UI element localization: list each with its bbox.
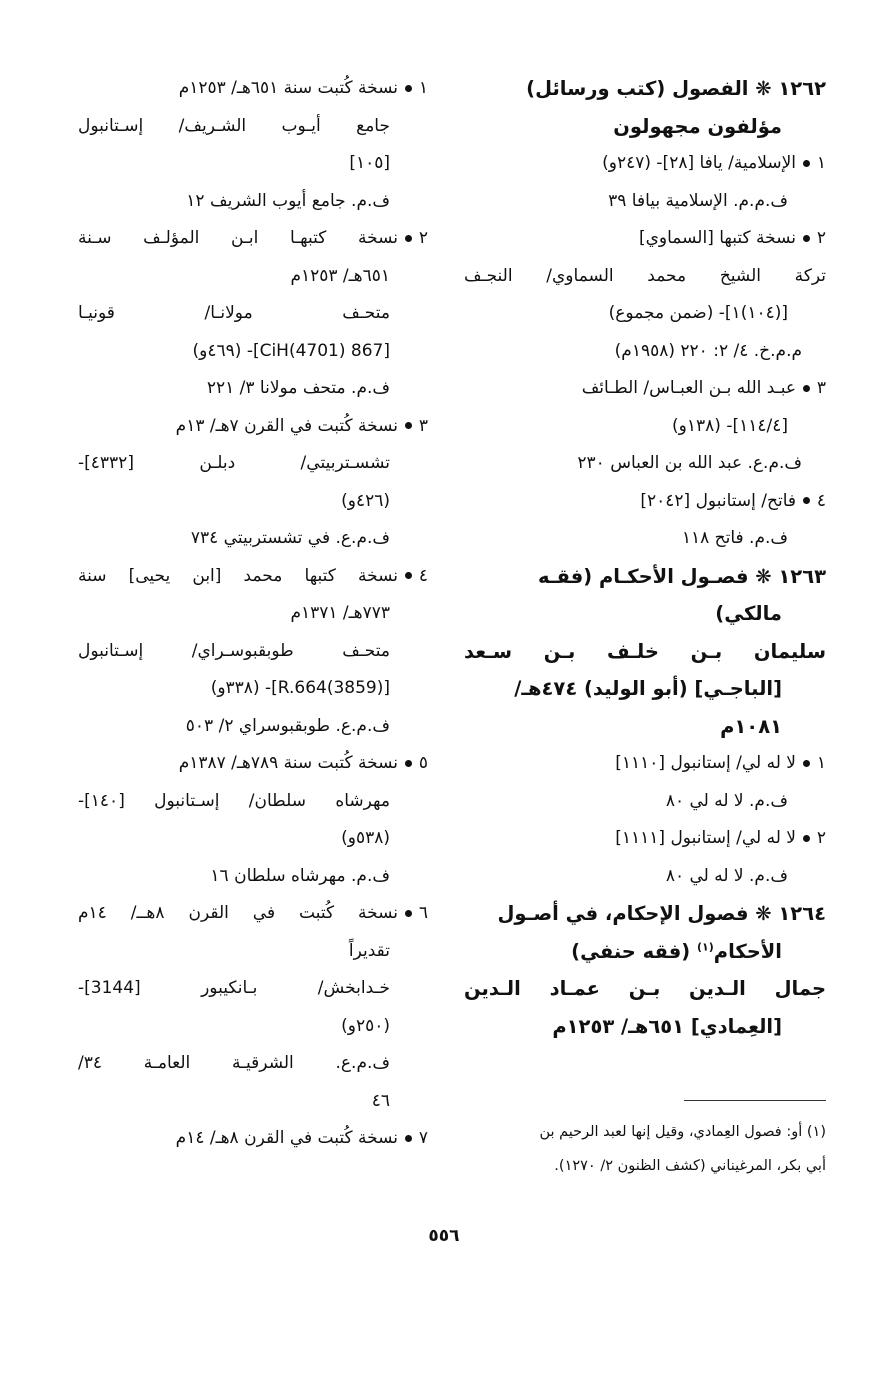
entry-1263-title: ١٢٦٣ ❋ فصـول الأحكـام (فقـه (538, 564, 826, 588)
left-column (78, 70, 428, 1158)
item-number: ٧ (418, 1128, 428, 1148)
list-item (78, 70, 428, 108)
item-line: [١٠٥] (349, 153, 390, 173)
bullet-icon (803, 497, 810, 504)
item-number: ٣ (816, 378, 826, 398)
item-number: ١ (816, 753, 826, 773)
bullet-icon (803, 385, 810, 392)
bullet-icon (405, 85, 412, 92)
item-line: [(١٠٤)١]- (ضمن مجموع) (608, 303, 788, 323)
entry-1264-title-cont (464, 933, 826, 971)
item-text: فاتح/ إستانبول [٢٠٤٢] (640, 490, 796, 511)
bullet-icon (803, 760, 810, 767)
item-text: نسخة كُتبت سنة ٦٥١هـ/ ١٢٥٣م (178, 78, 398, 98)
bullet-icon (405, 572, 412, 579)
item-text: نسخة كتبهـا ابـن المؤلـف سـنة (78, 228, 398, 248)
item-text: نسخة كُتبت في القرن ٧هـ/ ١٣م (175, 415, 398, 436)
entry-1263-author: سليمان بـن خلـف بـن سـعد (464, 639, 826, 663)
entry-1262-author: مؤلفون مجهولون (613, 114, 782, 138)
entry-1263-title-cont: مالكي) (715, 602, 782, 625)
list-item (464, 145, 826, 183)
list-item (78, 745, 428, 783)
item-text: نسخة كتبها [السماوي] (638, 228, 796, 248)
item-text: الإسلامية/ يافا [٢٨]- (٢٤٧و) (602, 153, 796, 173)
item-line: ف.م. لا له لي ٨٠ (665, 790, 788, 811)
item-text: نسخة كتبها محمد [ابن يحيى] سنة (78, 565, 398, 586)
list-item (78, 220, 428, 258)
item-text: لا له لي/ إستانبول [١١١٠] (615, 753, 796, 773)
item-line: ف.م.ع. طوبقبوسراي ٢/ ٥٠٣ (185, 715, 390, 736)
item-number: ٤ (418, 565, 428, 586)
item-line: ف.م.م. الإسلامية بيافا ٣٩ (608, 190, 788, 211)
item-number: ٤ (816, 490, 826, 511)
item-line: تركة الشيخ محمد السماوي/ النجـف (464, 265, 826, 286)
entry-1264-author: جمال الـدين بـن عمـاد الـدين (464, 977, 826, 1000)
list-item (464, 483, 826, 521)
list-item (464, 370, 826, 408)
bullet-icon (405, 910, 412, 917)
list-item (464, 220, 826, 258)
item-text: نسخة كُتبت في القرن ٨هـ/ ١٤م (175, 1128, 398, 1148)
footnote-marker: (١) (697, 940, 714, 953)
item-line: ف.م.ع. في تشستربيتي ٧٣٤ (190, 528, 390, 548)
page-number: ٥٥٦ (428, 1226, 460, 1246)
item-line: ف.م. لا له لي ٨٠ (665, 865, 788, 886)
bullet-icon (405, 422, 412, 429)
item-number: ٢ (418, 228, 428, 248)
bullet-icon (405, 235, 412, 242)
item-line: (٥٣٨و) (341, 828, 390, 848)
item-line: متحـف مولانـا/ قونيـا (78, 303, 390, 323)
entry-1263-author-cont: [الباجـي] (أبو الوليد) ٤٧٤هـ/ (514, 677, 782, 700)
item-line: خـدابخش/ بـانكيبور [3144]- (78, 978, 390, 998)
item-number: ١ (418, 78, 428, 98)
item-line: مهرشاه سلطان/ إسـتانبول [١٤٠]- (78, 790, 390, 811)
item-number: ١ (816, 153, 826, 173)
item-line: ٧٧٣هـ/ ١٣٧١م (290, 603, 390, 623)
entry-1263-author-date: ١٠٨١م (720, 714, 782, 738)
bullet-icon (803, 835, 810, 842)
item-text: عبـد الله بـن العبـاس/ الطـائف (581, 378, 796, 398)
item-line: ف.م.ع. عبد الله بن العباس ٢٣٠ (577, 453, 802, 473)
item-line: تقديراً (348, 940, 390, 961)
bullet-icon (803, 235, 810, 242)
right-column (464, 70, 826, 1045)
item-line: (٤٢٦و) (341, 490, 390, 511)
bullet-icon (405, 760, 412, 767)
item-line: ٤٦ (371, 1090, 390, 1111)
item-line: ف.م.ع. الشرقيـة العامـة ٣٤/ (78, 1053, 390, 1073)
item-number: ٢ (816, 228, 826, 248)
item-line: ف.م. متحف مولانا ٣/ ٢٢١ (206, 378, 390, 398)
footnote-divider (684, 1100, 826, 1101)
item-line: متحـف طوبقبوسـراي/ إسـتانبول (78, 640, 390, 661)
bullet-icon (405, 1135, 412, 1142)
list-item (78, 408, 428, 446)
item-line: تشسـتربيتي/ دبلـن [٤٣٣٢]- (78, 453, 390, 473)
item-line: جامع أيـوب الشـريف/ إسـتانبول (78, 115, 390, 136)
footnote-line-1: (١) أو: فصول العِمادي، وقيل إنها لعبد الرحيم بن (539, 1124, 826, 1140)
entry-1264-title: ١٢٦٤ ❋ فصول الإحكام، في أصـول (497, 902, 826, 925)
item-line: ف.م. جامع أيوب الشريف ١٢ (186, 190, 390, 211)
item-text: نسخة كُتبت سنة ٧٨٩هـ/ ١٣٨٧م (178, 753, 398, 773)
item-line: ف.م. فاتح ١١٨ (681, 528, 788, 548)
entry-1264-subject: (فقه حنفي) (571, 939, 691, 963)
item-number: ٦ (418, 903, 429, 923)
list-item (464, 820, 826, 858)
list-item (78, 558, 428, 596)
item-number: ٥ (418, 753, 428, 773)
item-line: ٦٥١هـ/ ١٢٥٣م (290, 265, 390, 286)
item-line: م.م.خ. ٤/ ٢: ٢٢٠ (١٩٥٨م) (614, 340, 802, 361)
item-number: ٢ (816, 828, 826, 848)
entry-1262-title: ١٢٦٢ ❋ الفصول (كتب ورسائل) (526, 77, 826, 100)
item-line: ف.م. مهرشاه سلطان ١٦ (210, 865, 390, 886)
list-item (78, 1120, 428, 1158)
item-line: [R.664(3859)]- (٣٣٨و) (210, 678, 390, 698)
bullet-icon (803, 160, 810, 167)
item-number: ٣ (418, 415, 428, 436)
entry-1264-author-cont: [العِمادي] ٦٥١هـ/ ١٢٥٣م (552, 1014, 782, 1038)
item-text: نسخة كُتبت في القرن ٨هــ/ ١٤م (78, 903, 399, 923)
item-line: [867 CiH(4701)]- (٤٦٩و) (192, 340, 390, 361)
footnote-line-2: أبي بكر، المرغيناني (كشف الظنون ٢/ ١٢٧٠). (554, 1158, 826, 1174)
list-item (464, 745, 826, 783)
item-line: [١١٤/٤]- (١٣٨و) (672, 415, 788, 436)
entry-1264-title-word: الأحكام (713, 939, 782, 963)
list-item (78, 895, 428, 933)
item-text: لا له لي/ إستانبول [١١١١] (615, 828, 796, 848)
item-line: (٢٥٠و) (341, 1015, 390, 1036)
